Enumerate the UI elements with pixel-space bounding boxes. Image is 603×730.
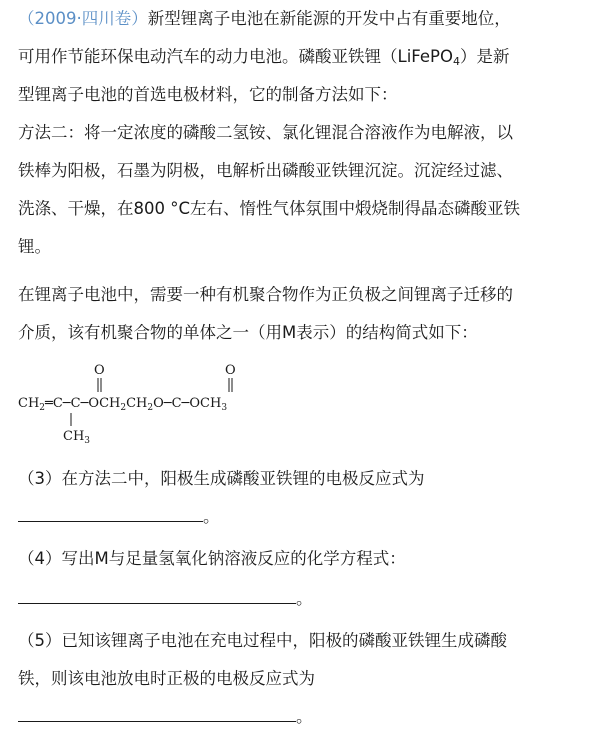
polymer-text-1: 在锂离子电池中，需要一种有机聚合物作为正负极之间锂离子迁移的 — [18, 285, 513, 304]
question-source: （2009·四川卷） — [18, 9, 148, 28]
question-3-period: 。 — [203, 507, 220, 526]
question-5-answer-blank[interactable] — [18, 707, 296, 722]
method2-text-3: 洗涤、干燥，在800 °C左右、惰性气体氛围中煅烧制得晶态磷酸亚铁 — [18, 199, 521, 218]
main-chain: $CH_2═C─C─OCH_2CH_2O─C─OCH_3$ — [18, 396, 228, 413]
question-4-answer-row — [18, 588, 313, 610]
method2-line-3 — [18, 198, 520, 220]
question-5-text-1: （5）已知该锂离子电池在充电过程中，阳极的磷酸亚铁锂生成磷酸 — [18, 631, 507, 650]
polymer-text-2: 介质，该有机聚合物的单体之一（用M表示）的结构简式如下： — [18, 323, 478, 342]
question-5-text-2: 铁，则该电池放电时正极的电极反应式为 — [18, 669, 315, 688]
intro-text-2: 可用作节能环保电动汽车的动力电池。磷酸亚铁锂（LiFePO — [18, 47, 453, 66]
question-5-label-2 — [18, 668, 315, 690]
question-3-answer-row — [18, 506, 220, 528]
question-3-label — [18, 468, 425, 490]
polymer-line-2 — [18, 322, 478, 344]
intro-line-3 — [18, 84, 398, 106]
question-3-text: （3）在方法二中，阳极生成磷酸亚铁锂的电极反应式为 — [18, 469, 425, 488]
polymer-line-1 — [18, 284, 513, 306]
method2-line-1 — [18, 122, 513, 144]
method2-text-4: 锂。 — [18, 237, 51, 256]
method2-line-2 — [18, 160, 513, 182]
method2-text-2: 铁棒为阳极，石墨为阴极，电解析出磷酸亚铁锂沉淀。沉淀经过滤、 — [18, 161, 513, 180]
question-5-answer-row — [18, 706, 313, 728]
question-3-answer-blank[interactable] — [18, 507, 203, 522]
formula-subscript: 4 — [452, 55, 460, 68]
question-5-label-1 — [18, 630, 507, 652]
question-4-text: （4）写出M与足量氢氧化钠溶液反应的化学方程式： — [18, 549, 406, 568]
intro-text-3: 型锂离子电池的首选电极材料，它的制备方法如下： — [18, 85, 398, 104]
question-4-period: 。 — [296, 589, 313, 608]
intro-text-1: 新型锂离子电池在新能源的开发中占有重要地位， — [147, 9, 511, 28]
carbonyl-oxygen-2: O — [225, 363, 236, 378]
intro-line-2 — [18, 46, 509, 73]
question-4-answer-blank[interactable] — [18, 589, 296, 604]
question-5-period: 。 — [296, 707, 313, 726]
carbonyl-oxygen-1: O — [94, 363, 105, 378]
question-4-label — [18, 548, 406, 570]
intro-text-2-end: ）是新 — [459, 47, 510, 66]
intro-line-1 — [18, 8, 511, 30]
method2-text-1: 方法二：将一定浓度的磷酸二氢铵、氯化锂混合溶液作为电解液，以 — [18, 123, 513, 142]
method2-line-4 — [18, 236, 51, 258]
structural-formula — [18, 360, 298, 444]
methyl-group: $CH_3$ — [63, 429, 91, 444]
